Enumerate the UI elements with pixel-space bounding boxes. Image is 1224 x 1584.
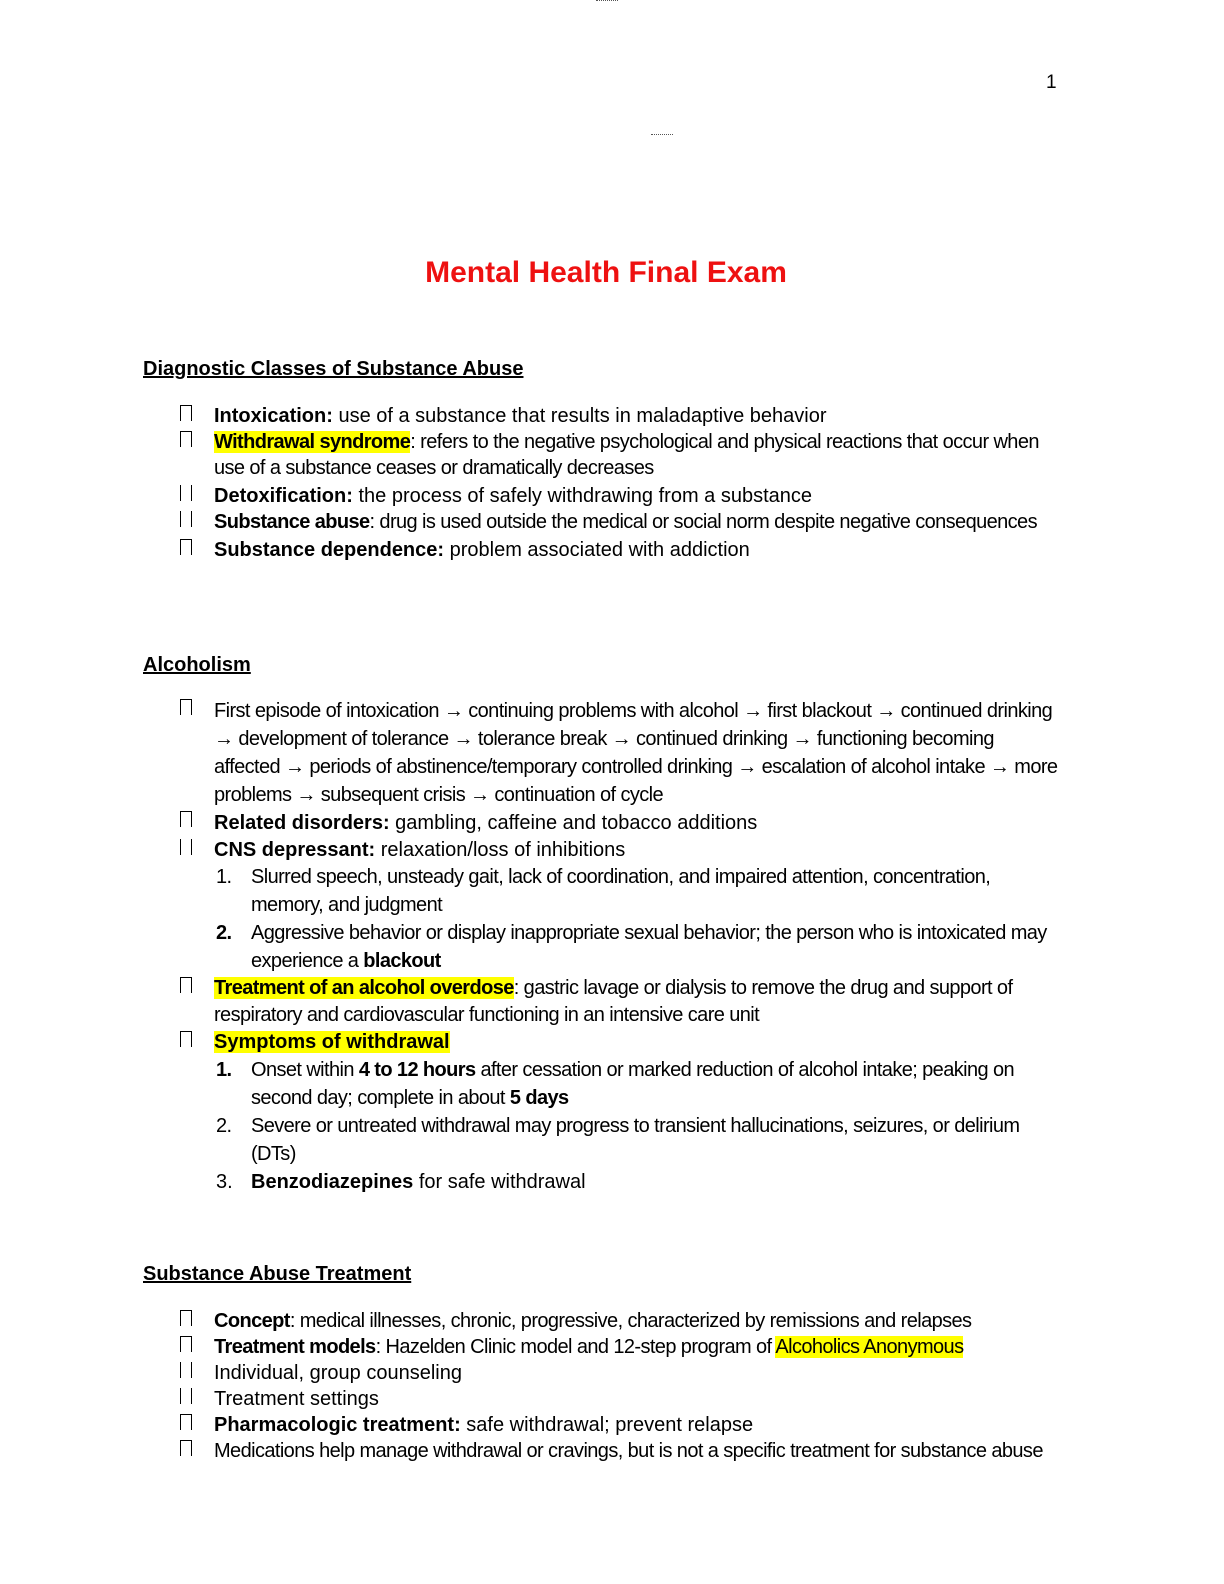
- bold-term: blackout: [363, 950, 441, 972]
- checkbox-bullet-icon: [180, 405, 192, 421]
- section-heading-treatment: Substance Abuse Treatment: [143, 1263, 412, 1285]
- header-mark: [651, 134, 673, 135]
- term: Concept: [214, 1310, 290, 1332]
- list-item: [180, 509, 1060, 535]
- term-highlighted: Symptoms of withdrawal: [214, 1031, 450, 1053]
- diagnostic-list: [180, 403, 1060, 563]
- term: Related disorders:: [214, 812, 390, 834]
- checkbox-bullet-icon: [180, 539, 192, 555]
- treatment-list: [180, 1308, 1060, 1464]
- term-highlighted: Treatment of an alcohol overdose: [214, 977, 514, 999]
- list-item: [180, 975, 1060, 1029]
- alcoholism-list: [180, 697, 1060, 1196]
- bold-term: Benzodiazepines: [251, 1171, 414, 1193]
- checkbox-bullet-icon: [180, 1336, 192, 1352]
- definition: the process of safely withdrawing from a substance: [352, 485, 813, 507]
- list-item: [180, 1029, 1060, 1056]
- list-item: [180, 1360, 1060, 1386]
- page-title: Mental Health Final Exam: [425, 256, 787, 289]
- term: Detoxification:: [214, 485, 353, 507]
- checkbox-bullet-icon: [180, 1414, 192, 1430]
- list-item: [180, 697, 1060, 809]
- definition: problem associated with addiction: [444, 539, 750, 561]
- item-text: Onset within: [251, 1059, 359, 1081]
- item-text: for safe withdrawal: [413, 1171, 586, 1193]
- term: Substance abuse: [214, 511, 370, 533]
- item-number: 2.: [216, 922, 232, 944]
- numbered-item: [180, 919, 1060, 975]
- item-number: 1.: [216, 866, 232, 888]
- list-item: [180, 1334, 1060, 1360]
- list-item: [180, 1412, 1060, 1438]
- item-text: Treatment settings: [214, 1388, 379, 1410]
- definition: gambling, caffeine and tobacco additions: [389, 812, 758, 834]
- bold-term: 4 to 12 hours: [358, 1059, 476, 1081]
- header-mark: [596, 0, 618, 1]
- checkbox-bullet-icon: [180, 977, 192, 993]
- definition: : Hazelden Clinic model and 12-step program of: [375, 1336, 776, 1358]
- term: CNS depressant:: [214, 839, 376, 861]
- list-item: [180, 537, 1060, 563]
- list-item: [180, 809, 1060, 837]
- section-heading-alcoholism: Alcoholism: [143, 654, 251, 676]
- list-item: [180, 1308, 1060, 1334]
- term: Substance dependence:: [214, 539, 445, 561]
- numbered-item: [180, 1056, 1060, 1112]
- bar-bullet-icon: [180, 485, 192, 501]
- item-number: 2.: [216, 1115, 232, 1137]
- checkbox-bullet-icon: [180, 1440, 192, 1456]
- section-heading-diagnostic: Diagnostic Classes of Substance Abuse: [143, 358, 524, 380]
- definition: use of a substance that results in maladaptive behavior: [332, 405, 827, 427]
- definition: : medical illnesses, chronic, progressive, characterized by remissions and relapses: [289, 1310, 972, 1332]
- numbered-item: [180, 863, 1060, 919]
- definition: safe withdrawal; prevent relapse: [460, 1414, 754, 1436]
- list-item: [180, 1386, 1060, 1412]
- progression-text: First episode of intoxication → continuing problems with alcohol → first blackout → continued drinking → development of tolerance → tolerance break → continued drinking → functioning becoming affected → periods of abstinence/temporary controlled drinking → escalation of alcohol intake → more problems → subsequent crisis → continuation of cycle: [214, 700, 1058, 806]
- item-number: 1.: [216, 1059, 232, 1081]
- checkbox-bullet-icon: [180, 1310, 192, 1326]
- list-item: [180, 483, 1060, 509]
- highlighted-text: Alcoholics Anonymous: [775, 1336, 964, 1358]
- list-item: [180, 403, 1060, 429]
- bar-bullet-icon: [180, 1388, 192, 1404]
- definition: relaxation/loss of inhibitions: [375, 839, 626, 861]
- term-highlighted: Withdrawal syndrome: [214, 431, 411, 453]
- item-text: Aggressive behavior or display inappropriate sexual behavior; the person who is intoxicated may experience a: [251, 922, 1047, 972]
- definition: : refers to the negative psychological and physical reactions that occur when use of a substance ceases or dramatically decreases: [214, 431, 1039, 479]
- item-number: 3.: [216, 1171, 233, 1193]
- checkbox-bullet-icon: [180, 1031, 192, 1047]
- item-text: Medications help manage withdrawal or cravings, but is not a specific treatment for substance abuse: [214, 1440, 1043, 1462]
- numbered-item: [180, 1168, 1060, 1196]
- term: Intoxication:: [214, 405, 333, 427]
- page-number: 1: [1046, 72, 1057, 93]
- item-text: Severe or untreated withdrawal may progress to transient hallucinations, seizures, or delirium (DTs): [251, 1115, 1020, 1165]
- bar-bullet-icon: [180, 839, 192, 855]
- numbered-item: [180, 1112, 1060, 1168]
- checkbox-bullet-icon: [180, 431, 192, 447]
- definition: : gastric lavage or dialysis to remove the drug and support of respiratory and cardiovascular functioning in an intensive care unit: [214, 977, 1013, 1026]
- term: Treatment models: [214, 1336, 376, 1358]
- checkbox-bullet-icon: [180, 699, 192, 715]
- list-item: [180, 429, 1060, 481]
- bar-bullet-icon: [180, 1362, 192, 1378]
- checkbox-bullet-icon: [180, 811, 192, 827]
- item-text: Individual, group counseling: [214, 1362, 462, 1384]
- list-item: [180, 837, 1060, 863]
- bold-term: 5 days: [509, 1087, 569, 1109]
- item-text: after cessation or marked reduction of alcohol intake; peaking on second day; complete in about: [251, 1059, 1015, 1109]
- item-text: Slurred speech, unsteady gait, lack of coordination, and impaired attention, concentration, memory, and judgment: [251, 866, 991, 916]
- definition: : drug is used outside the medical or social norm despite negative consequences: [369, 511, 1037, 533]
- term: Pharmacologic treatment:: [214, 1414, 461, 1436]
- bar-bullet-icon: [180, 511, 192, 527]
- list-item: [180, 1438, 1060, 1464]
